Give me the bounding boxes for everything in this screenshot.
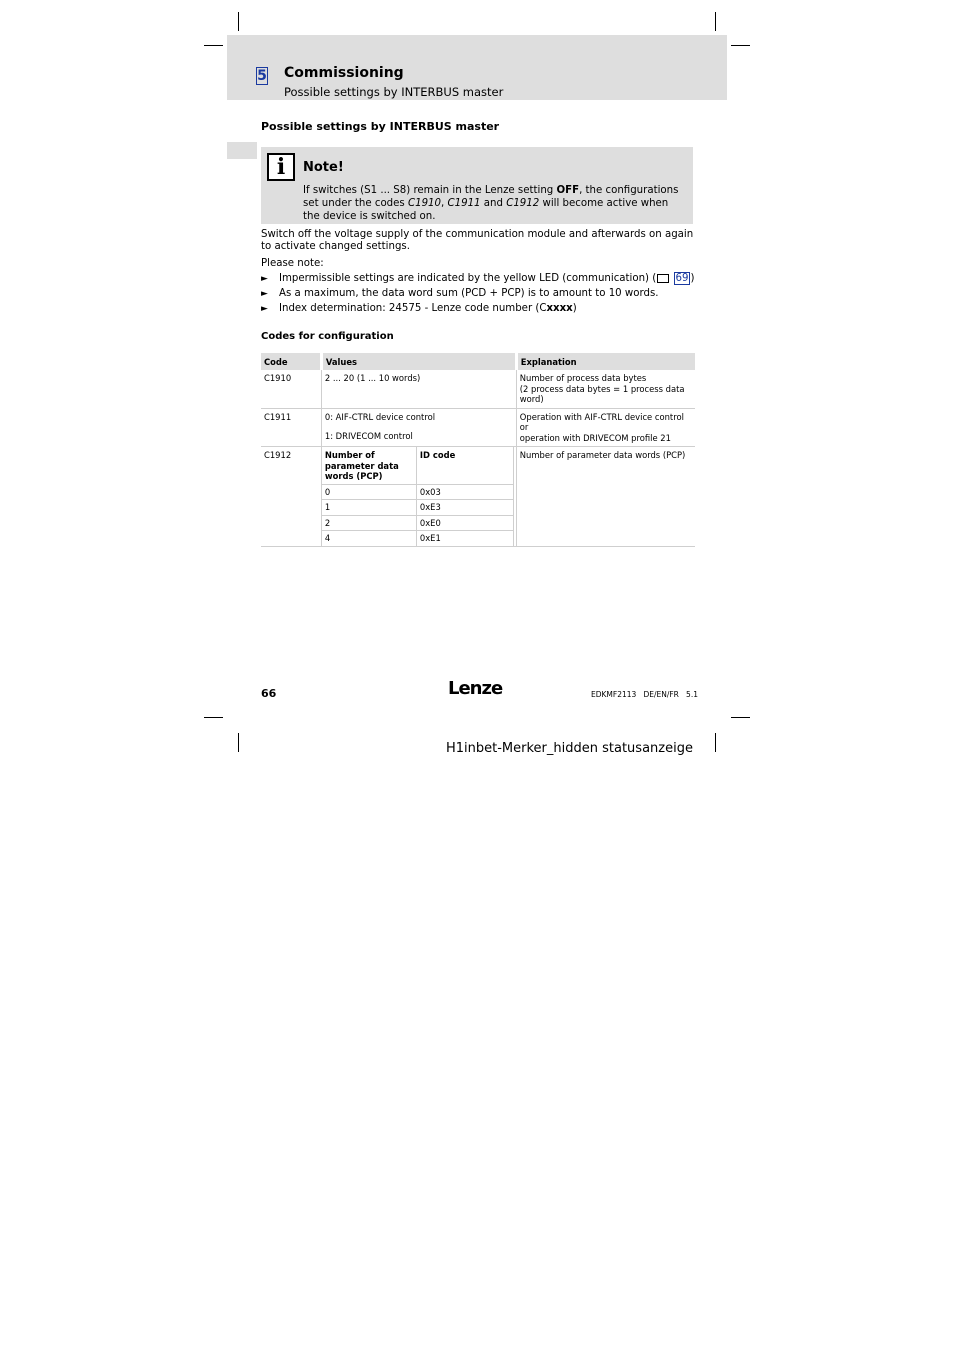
crop-mark bbox=[204, 717, 223, 718]
code-cell: C1912 bbox=[261, 447, 321, 547]
section-heading: Possible settings by INTERBUS master bbox=[261, 120, 500, 133]
values-cell: 0: AIF-CTRL device control 1: DRIVECOM control bbox=[321, 408, 516, 447]
page-number: 66 bbox=[261, 687, 277, 700]
column-header: Explanation bbox=[516, 353, 695, 370]
subtable-header: ID code bbox=[416, 447, 513, 484]
column-header: Values bbox=[321, 353, 516, 370]
lenze-logo: Lenze bbox=[448, 678, 503, 699]
page-reference-link[interactable]: 69 bbox=[675, 273, 689, 284]
crop-mark bbox=[731, 45, 750, 46]
codes-table bbox=[261, 353, 695, 547]
document-id: EDKMF2113 DE/EN/FR 5.1 bbox=[591, 690, 698, 699]
table-row bbox=[261, 447, 695, 547]
crop-mark bbox=[731, 717, 750, 718]
info-icon: i bbox=[267, 153, 295, 181]
values-cell bbox=[321, 447, 516, 547]
chapter-title: Commissioning bbox=[284, 65, 404, 81]
explanation-cell: Operation with AIF-CTRL device control or operation with DRIVECOM profile 21 bbox=[516, 408, 695, 447]
hidden-status-label: H1inbet-Merker_hidden statusanzeige bbox=[446, 741, 693, 756]
explanation-cell: Number of parameter data words (PCP) bbox=[516, 447, 695, 547]
code-cell: C1911 bbox=[261, 408, 321, 447]
bullet-arrow-icon: ► bbox=[261, 289, 268, 299]
crop-mark bbox=[715, 733, 716, 752]
chapter-subtitle: Possible settings by INTERBUS master bbox=[284, 85, 504, 99]
table-header-row bbox=[261, 353, 695, 370]
subtable-row: 1 0xE3 bbox=[322, 500, 514, 516]
please-note-label: Please note: bbox=[261, 258, 324, 269]
subtable-row: 4 0xE1 bbox=[322, 531, 514, 546]
switch-off-paragraph: Switch off the voltage supply of the communication module and afterwards on again to activate changed settings. bbox=[261, 229, 694, 252]
column-header: Code bbox=[261, 353, 321, 370]
bullet-item: Impermissible settings are indicated by the yellow LED (communication) ( 69 ) bbox=[279, 273, 695, 284]
crop-mark bbox=[238, 733, 239, 752]
bullet-item: Index determination: 24575 - Lenze code number (Cxxxx) bbox=[279, 303, 577, 314]
pcp-subtable bbox=[322, 447, 514, 546]
values-cell: 2 ... 20 (1 ... 10 words) bbox=[321, 370, 516, 408]
bullet-item: As a maximum, the data word sum (PCD + PCP) is to amount to 10 words. bbox=[279, 288, 659, 299]
subtable-row: 0 0x03 bbox=[322, 484, 514, 500]
codes-heading: Codes for configuration bbox=[261, 331, 394, 342]
table-row bbox=[261, 370, 695, 408]
table-row bbox=[261, 408, 695, 447]
crop-mark bbox=[238, 12, 239, 31]
bullet-arrow-icon: ► bbox=[261, 304, 268, 314]
code-cell: C1910 bbox=[261, 370, 321, 408]
chapter-number-link[interactable]: 5 bbox=[257, 68, 267, 84]
margin-tab bbox=[227, 142, 257, 159]
crop-mark bbox=[715, 12, 716, 31]
subtable-row: 2 0xE0 bbox=[322, 515, 514, 531]
note-title: Note! bbox=[303, 160, 344, 175]
explanation-cell: Number of process data bytes (2 process data bytes = 1 process data word) bbox=[516, 370, 695, 408]
crop-mark bbox=[204, 45, 223, 46]
subtable-header: Number of parameter data words (PCP) bbox=[322, 447, 417, 484]
note-text: If switches (S1 ... S8) remain in the Lenze setting OFF, the configurations set under the codes C1910, C1911 and C1912 will become active when the device is switched on. bbox=[303, 185, 679, 222]
book-icon bbox=[657, 274, 669, 283]
bullet-arrow-icon: ► bbox=[261, 274, 268, 284]
